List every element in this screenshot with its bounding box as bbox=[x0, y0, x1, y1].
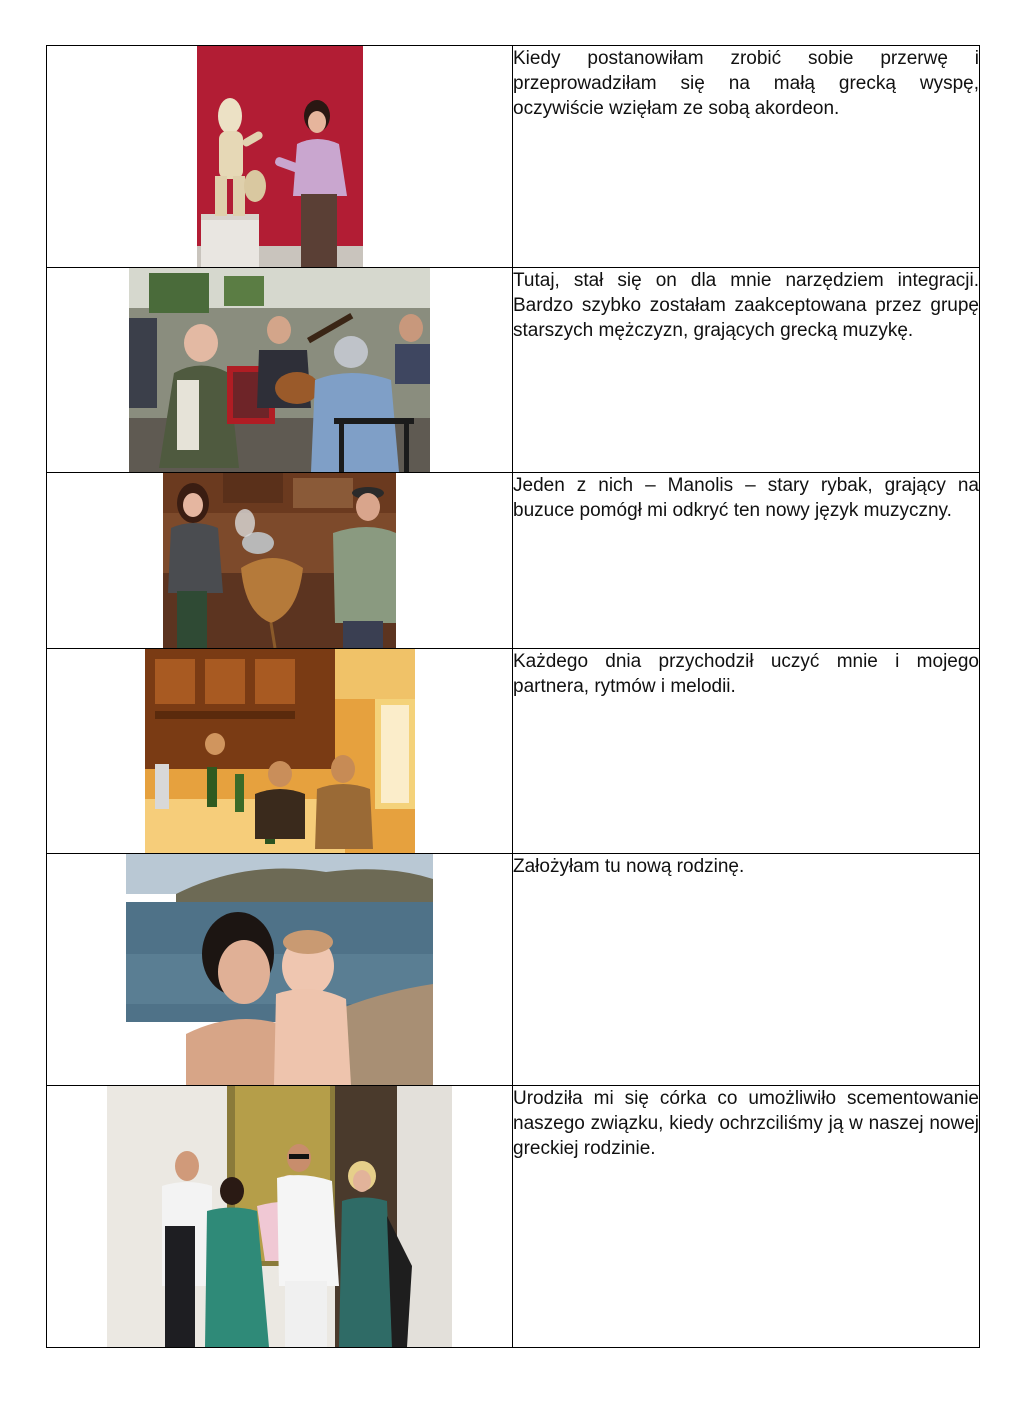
table-row bbox=[47, 649, 980, 854]
table-row bbox=[47, 46, 980, 268]
image-cell bbox=[47, 854, 513, 1086]
image-cell bbox=[47, 1086, 513, 1348]
image-cell bbox=[47, 649, 513, 854]
image-cell bbox=[47, 268, 513, 473]
caption-text: Tutaj, stał się on dla mnie narzędziem integracji. Bardzo szybko zostałam zaakceptowana przez grupę starszych mężczyzn, grających grecką muzykę. bbox=[513, 268, 980, 473]
caption-text: Kiedy postanowiłam zrobić sobie przerwę i przeprowadziłam się na małą grecką wyspę, oczywiście wzięłam ze sobą akordeon. bbox=[513, 46, 980, 268]
caption-text: Urodziła mi się córka co umożliwiło scementowanie naszego związku, kiedy ochrzciliśmy ją w naszej nowej greckiej rodzinie. bbox=[513, 1086, 980, 1348]
photo-christening-family bbox=[107, 1086, 452, 1347]
image-cell bbox=[47, 473, 513, 649]
caption-text: Każdego dnia przychodził uczyć mnie i mojego partnera, rytmów i melodii. bbox=[513, 649, 980, 854]
photo-kitchen-fisherman bbox=[163, 473, 396, 648]
caption-text: Założyłam tu nową rodzinę. bbox=[513, 854, 980, 1086]
photo-beach-mother-child bbox=[126, 854, 433, 1085]
photo-woman-statue bbox=[197, 46, 363, 267]
story-table bbox=[46, 45, 980, 1348]
photo-musicians-group bbox=[129, 268, 430, 472]
caption-text: Jeden z nich – Manolis – stary rybak, grający na buzuce pomógł mi odkryć ten nowy język muzyczny. bbox=[513, 473, 980, 649]
table-row bbox=[47, 1086, 980, 1348]
image-cell bbox=[47, 46, 513, 268]
table-row bbox=[47, 268, 980, 473]
table-row bbox=[47, 473, 980, 649]
photo-evening-lesson bbox=[145, 649, 415, 853]
table-row bbox=[47, 854, 980, 1086]
